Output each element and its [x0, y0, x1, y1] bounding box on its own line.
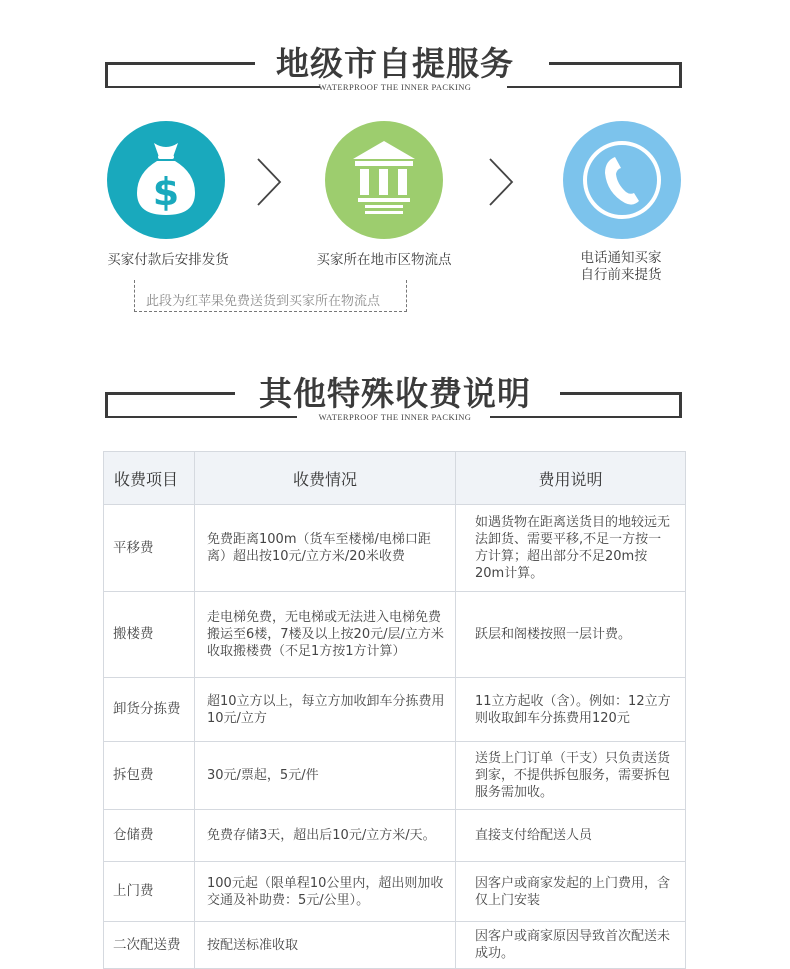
chevron-right-icon — [255, 157, 283, 207]
fee-situation: 免费存储3天，超出后10元/立方米/天。 — [195, 810, 456, 862]
step-payment-circle — [107, 121, 225, 239]
fee-item: 搬楼费 — [104, 592, 195, 678]
table-row — [104, 592, 686, 678]
header-item: 收费项目 — [104, 452, 195, 505]
table-row — [104, 922, 686, 969]
fee-situation: 走电梯免费，无电梯或无法进入电梯免费搬运至6楼，7楼及以上按20元/层/立方米收取搬楼费（不足1方按1方计算） — [195, 592, 456, 678]
fee-item: 卸货分拣费 — [104, 678, 195, 742]
fee-explain: 如遇货物在距离送货目的地较远无法卸货、需要平移,不足一方按一方计算；超出部分不足20m按20m计算。 — [456, 505, 686, 592]
section-subtitle: WATERPROOF THE INNER PACKING — [318, 82, 472, 92]
fee-explain: 直接支付给配送人员 — [456, 810, 686, 862]
step-notify-label — [560, 250, 682, 284]
table-row — [104, 810, 686, 862]
money-bag-icon — [107, 121, 225, 239]
fee-explain: 11立方起收（含）。例如：12立方则收取卸车分拣费用120元 — [456, 678, 686, 742]
table-row — [104, 862, 686, 922]
svg-text:$: $ — [152, 170, 180, 214]
fee-item: 二次配送费 — [104, 922, 195, 969]
fee-item: 平移费 — [104, 505, 195, 592]
step-logistics-circle — [325, 121, 443, 239]
table-row — [104, 505, 686, 592]
fee-explain: 送货上门订单（干支）只负责送货到家，不提供拆包服务，需要拆包服务需加收。 — [456, 742, 686, 810]
step-notify-circle — [563, 121, 681, 239]
section-title: 地级市自提服务 — [276, 44, 514, 83]
chevron-right-icon — [487, 157, 515, 207]
fee-situation: 30元/票起，5元/件 — [195, 742, 456, 810]
fee-situation: 100元起（限单程10公里内，超出则加收交通及补助费：5元/公里）。 — [195, 862, 456, 922]
step-notify-label-line2: 自行前来提货 — [580, 267, 662, 283]
fee-situation: 超10立方以上，每立方加收卸车分拣费用10元/立方 — [195, 678, 456, 742]
fee-explain: 因客户或商家原因导致首次配送未成功。 — [456, 922, 686, 969]
step-payment-label: 买家付款后安排发货 — [107, 252, 229, 268]
fee-situation: 免费距离100m（货车至楼梯/电梯口距离）超出按10元/立方米/20米收费 — [195, 505, 456, 592]
step-logistics-label: 买家所在地市区物流点 — [316, 252, 452, 268]
fee-explain: 跃层和阁楼按照一层计费。 — [456, 592, 686, 678]
header-explain: 费用说明 — [456, 452, 686, 505]
section-subtitle: WATERPROOF THE INNER PACKING — [318, 412, 472, 422]
section-title: 其他特殊收费说明 — [259, 374, 531, 413]
fee-explain: 因客户或商家发起的上门费用，含仅上门安装 — [456, 862, 686, 922]
table-row — [104, 678, 686, 742]
fee-item: 上门费 — [104, 862, 195, 922]
fee-item: 仓储费 — [104, 810, 195, 862]
header-situation: 收费情况 — [195, 452, 456, 505]
fee-item: 拆包费 — [104, 742, 195, 810]
fees-table — [103, 451, 686, 969]
free-delivery-note: 此段为红苹果免费送货到买家所在物流点 — [146, 294, 381, 309]
bank-icon — [325, 121, 443, 239]
step-notify-label-line1: 电话通知买家 — [580, 250, 662, 266]
table-header-row — [104, 452, 686, 505]
phone-icon — [563, 121, 681, 239]
fee-situation: 按配送标准收取 — [195, 922, 456, 969]
table-row — [104, 742, 686, 810]
